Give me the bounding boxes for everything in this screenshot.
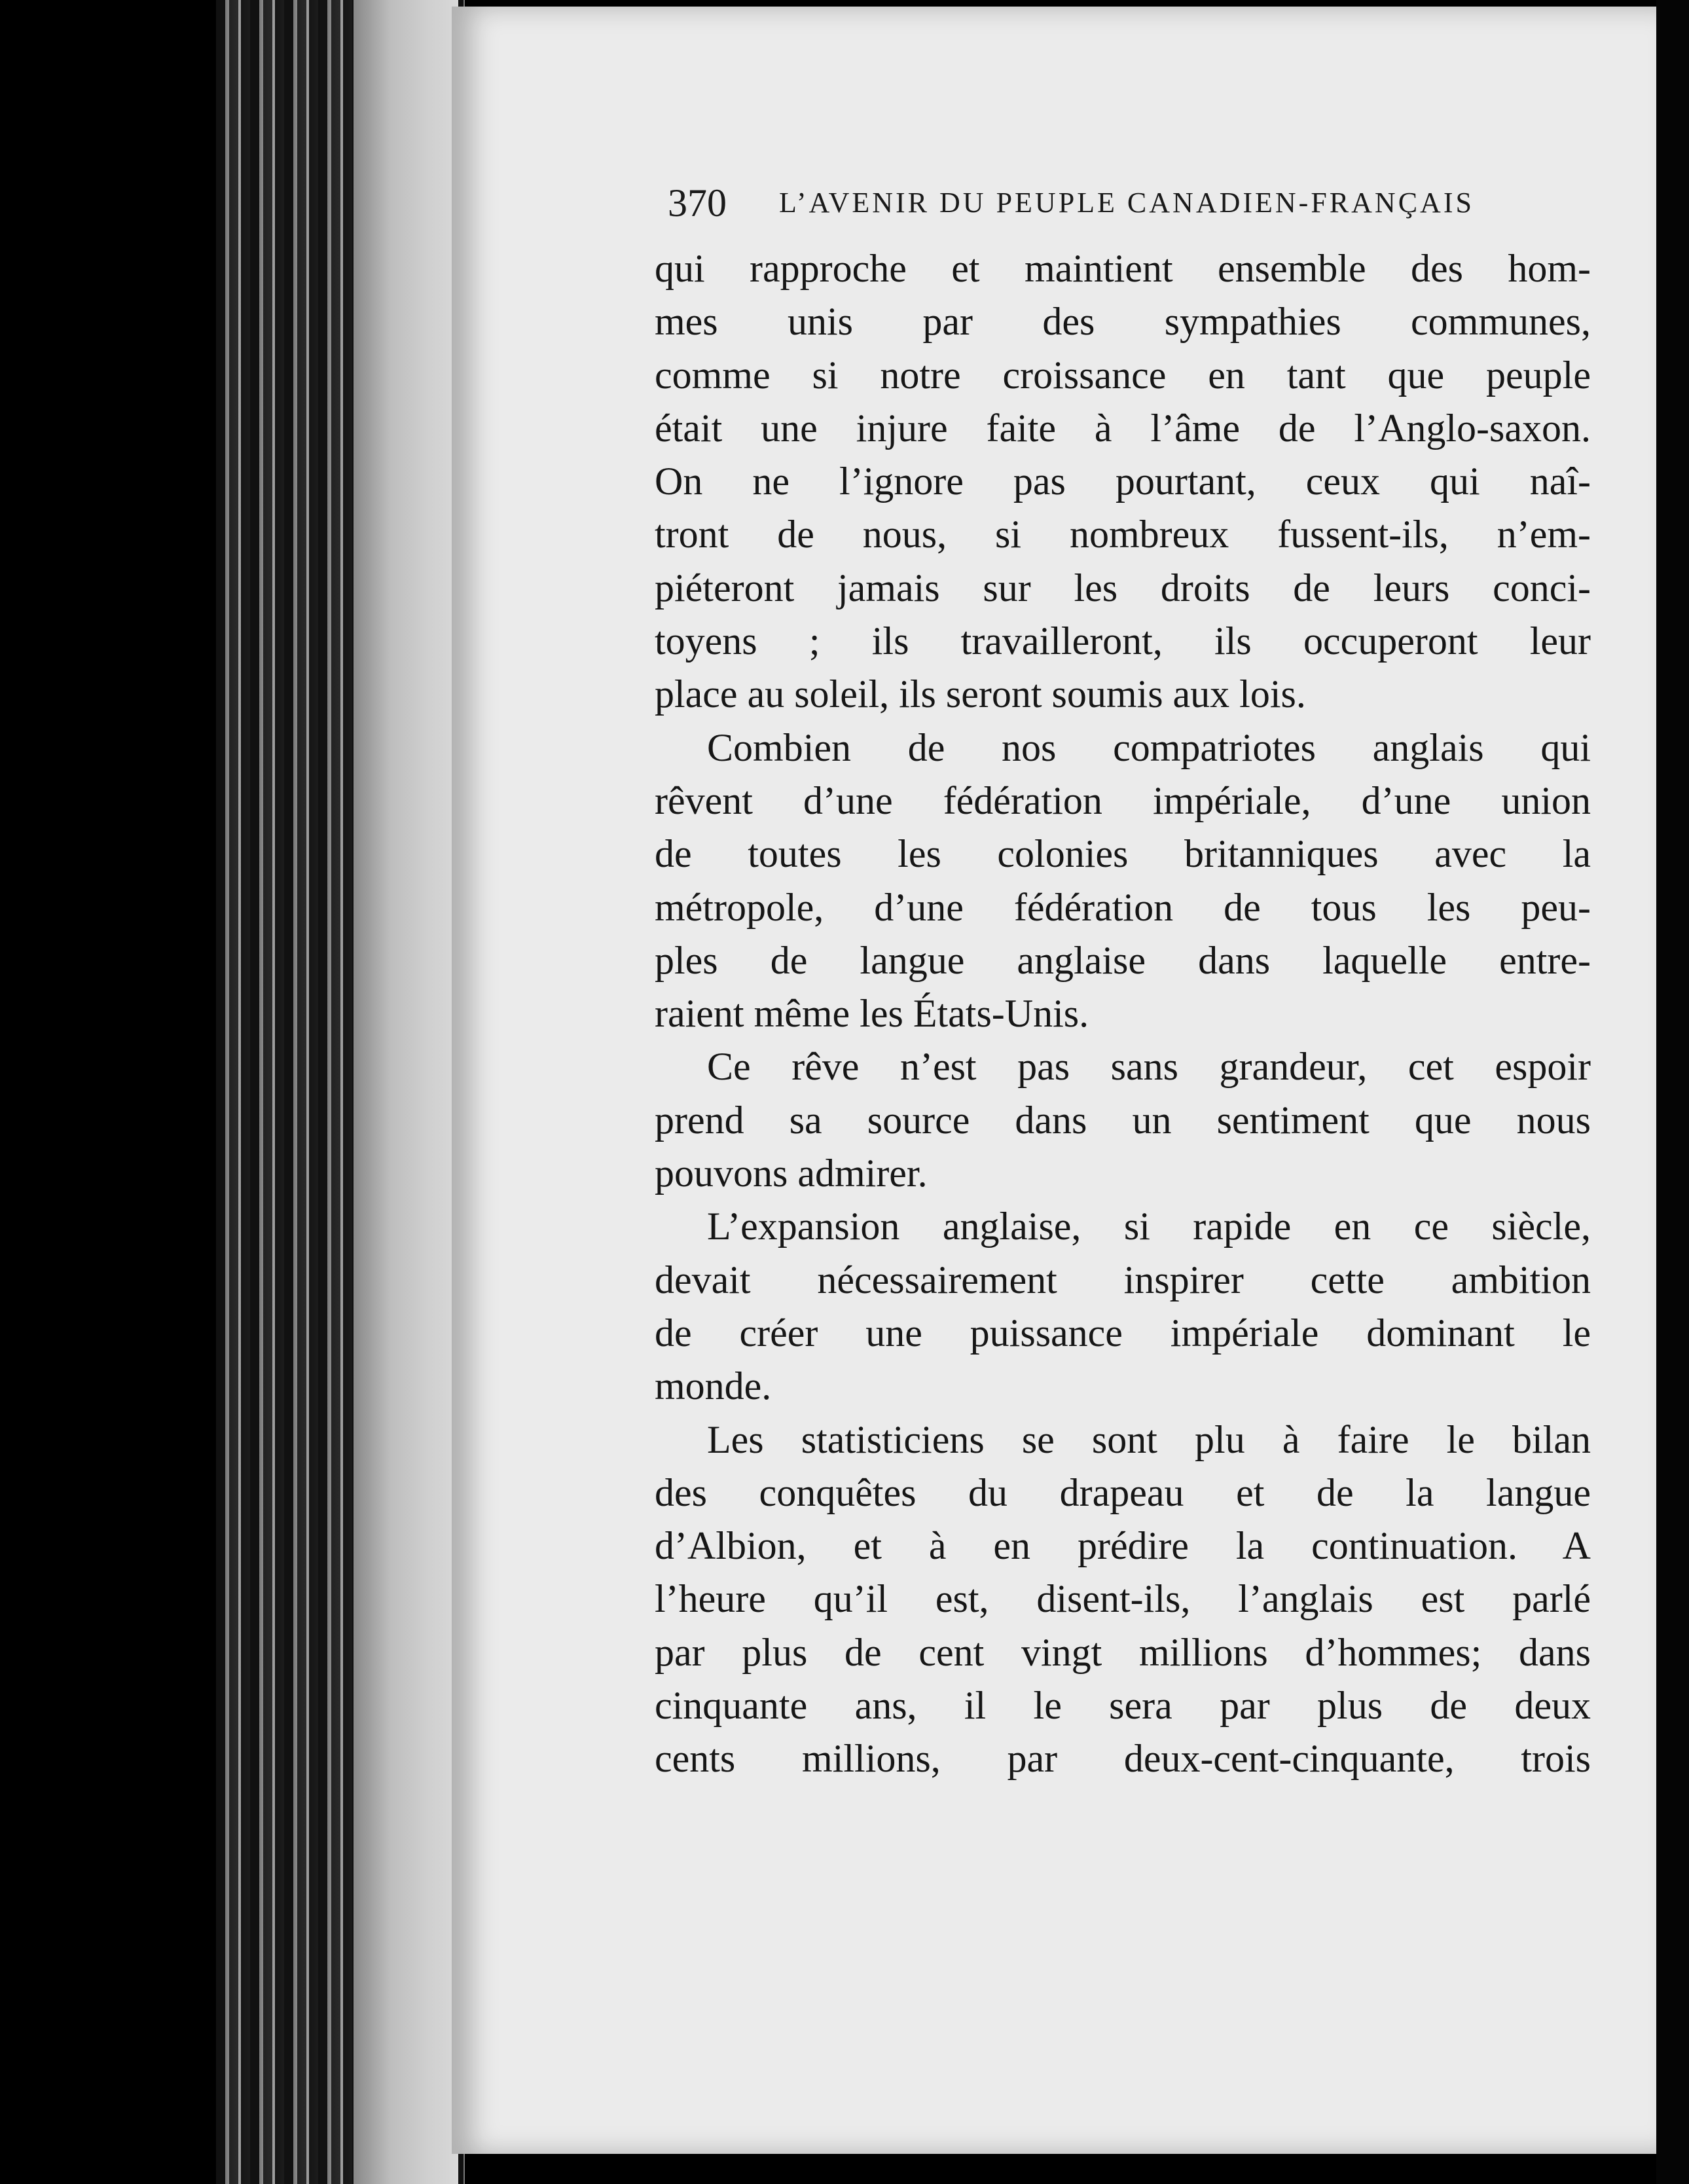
text-line: devait nécessairement inspirer cette ambition — [655, 1258, 1591, 1301]
text-line: toyens ; ils travailleront, ils occuperont leur — [655, 619, 1591, 663]
text-line: était une injure faite à l’âme de l’Anglo-saxon. — [655, 406, 1591, 450]
text-line: de toutes les colonies britanniques avec la — [655, 832, 1591, 876]
page-number: 370 — [668, 181, 727, 225]
running-header — [668, 177, 1532, 229]
right-shadow — [1656, 0, 1689, 2184]
text-line: Ce rêve n’est pas sans grandeur, cet espoir — [707, 1045, 1591, 1089]
text-line: comme si notre croissance en tant que peuple — [655, 353, 1591, 397]
text-line: mes unis par des sympathies communes, — [655, 300, 1591, 344]
text-line: de créer une puissance impériale dominant le — [655, 1311, 1591, 1355]
text-line: rêvent d’une fédération impériale, d’une union — [655, 778, 1591, 822]
text-line: l’heure qu’il est, disent-ils, l’anglais est parlé — [655, 1577, 1591, 1621]
page-edge-highlight — [354, 0, 458, 2184]
text-line: cents millions, par deux-cent-cinquante, trois — [655, 1737, 1591, 1781]
running-title: L’AVENIR DU PEUPLE CANADIEN-FRANÇAIS — [779, 187, 1474, 219]
text-line: par plus de cent vingt millions d’hommes; dans — [655, 1630, 1591, 1674]
text-line: cinquante ans, il le sera par plus de deux — [655, 1684, 1591, 1728]
text-line: raient même les États-Unis. — [655, 992, 1089, 1036]
text-line: L’expansion anglaise, si rapide en ce siècle, — [707, 1205, 1591, 1248]
body-text — [655, 242, 1591, 1786]
text-line: métropole, d’une fédération de tous les peu- — [655, 885, 1591, 929]
text-line: place au soleil, ils seront soumis aux lois. — [655, 672, 1306, 716]
text-line: pouvons admirer. — [655, 1152, 928, 1195]
text-line: tront de nous, si nombreux fussent-ils, n’em- — [655, 513, 1591, 556]
text-line: monde. — [655, 1364, 772, 1408]
text-line: d’Albion, et à en prédire la continuation. A — [655, 1524, 1591, 1568]
text-line: piéteront jamais sur les droits de leurs conci- — [655, 566, 1591, 610]
text-line: ples de langue anglaise dans laquelle entre- — [655, 938, 1591, 982]
text-line: Les statisticiens se sont plu à faire le bilan — [707, 1417, 1591, 1461]
text-line: Combien de nos compatriotes anglais qui — [707, 725, 1591, 769]
text-line: qui rapproche et maintient ensemble des hom- — [655, 247, 1591, 290]
text-line: prend sa source dans un sentiment que nous — [655, 1098, 1591, 1142]
text-line: des conquêtes du drapeau et de la langue — [655, 1470, 1591, 1514]
text-line: On ne l’ignore pas pourtant, ceux qui naî- — [655, 460, 1591, 503]
